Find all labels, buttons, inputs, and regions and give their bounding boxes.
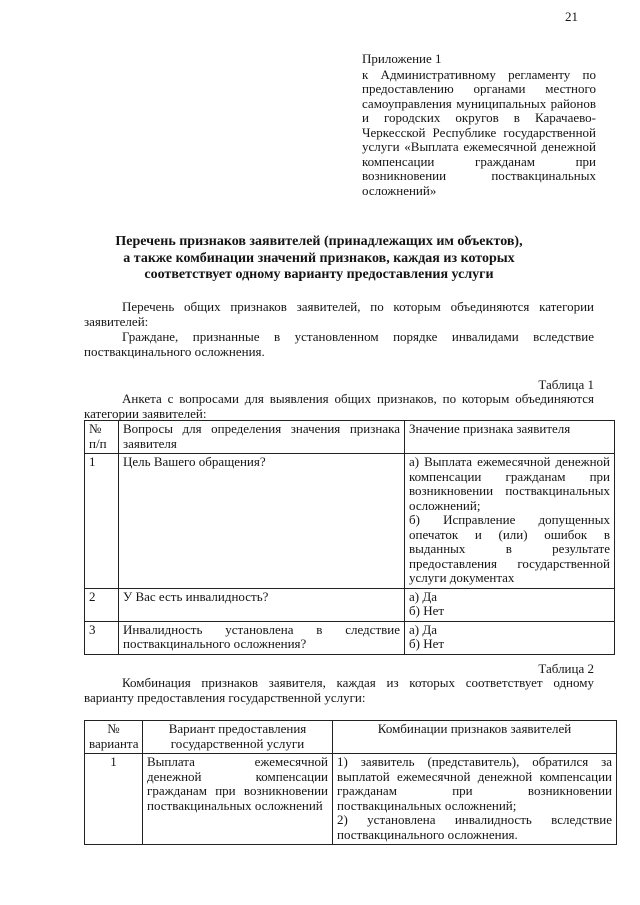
- answer-item: а) Да: [409, 588, 437, 604]
- appendix-title: Приложение 1: [362, 51, 442, 66]
- answer-item: а) Выплата ежемесячной денежной компенсации гражданам при возникновении поствакцинальных осложнений;: [409, 454, 610, 513]
- header-variant: Вариант предоставления государственной услуги: [143, 721, 333, 754]
- row-variant-num: 1: [85, 754, 143, 845]
- table-row: [85, 454, 615, 589]
- heading-line-1: Перечень признаков заявителей (принадлежащих им объектов),: [115, 234, 523, 249]
- table2-intro: Комбинация признаков заявителя, каждая из которых соответствует одному варианту предоставления государственной услуги:: [84, 675, 594, 705]
- intro-paragraph: Перечень общих признаков заявителей, по которым объединяются категории заявителей:: [84, 299, 594, 329]
- answer-item: а) Да: [409, 621, 437, 637]
- table1-caption: Таблица 1: [538, 377, 594, 392]
- row-question: Инвалидность установлена в следствие поствакцинального осложнения?: [119, 621, 405, 654]
- row-num: 1: [85, 454, 119, 589]
- header-value: Значение признака заявителя: [405, 421, 615, 454]
- row-question: У Вас есть инвалидность?: [119, 588, 405, 621]
- row-answers: [405, 588, 615, 621]
- table-header-row: [85, 421, 615, 454]
- row-num: 3: [85, 621, 119, 654]
- table-row: [85, 588, 615, 621]
- table-row: [85, 621, 615, 654]
- combination-item: 2) установлена инвалидность вследствие поствакцинального осложнения.: [337, 812, 612, 842]
- document-heading: [84, 234, 554, 284]
- table-header-row: [85, 721, 617, 754]
- variants-table: [84, 720, 617, 845]
- row-variant: Выплата ежемесячной денежной компенсации гражданам при возникновении поствакцинальных осложнений: [143, 754, 333, 845]
- questionnaire-table: [84, 420, 615, 655]
- category-paragraph: Граждане, признанные в установленном порядке инвалидами вследствие поствакцинального осложнения.: [84, 329, 594, 359]
- heading-line-3: соответствует одному варианту предоставления услуги: [144, 267, 494, 282]
- row-question: Цель Вашего обращения?: [119, 454, 405, 589]
- answer-item: б) Нет: [409, 636, 445, 651]
- heading-line-2: а также комбинации значений признаков, каждая из которых: [123, 250, 515, 266]
- row-combinations: [333, 754, 617, 845]
- page-number: 21: [565, 9, 578, 24]
- table-row: [85, 754, 617, 845]
- appendix-text: к Административному регламенту по предоставлению органами местного самоуправления муниципальных районов и городских округов в Карачаево-Черкесской Республике государственной услуги «Выплата ежемесячной денежной компенсации гражданам при возникновении поствакцинальных осложнений»: [362, 66, 596, 198]
- table1-intro: Анкета с вопросами для выявления общих признаков, по которым объединяются категории заявителей:: [84, 391, 594, 421]
- header-combinations: Комбинации признаков заявителей: [333, 721, 617, 754]
- row-answers: [405, 454, 615, 589]
- table2-caption: Таблица 2: [538, 661, 594, 676]
- answer-item: б) Исправление допущенных опечаток и (или) ошибок в выданных в результате предоставления государственной услуги документах: [409, 512, 610, 585]
- header-variant-num: № варианта: [85, 721, 143, 754]
- appendix-block: [362, 52, 596, 198]
- header-num: № п/п: [85, 421, 119, 454]
- combination-item: 1) заявитель (представитель), обратился за выплатой ежемесячной денежной компенсации гражданам при возникновении поствакцинальных осложнений;: [337, 754, 612, 813]
- answer-item: б) Нет: [409, 603, 445, 618]
- row-answers: [405, 621, 615, 654]
- row-num: 2: [85, 588, 119, 621]
- header-question: Вопросы для определения значения признака заявителя: [119, 421, 405, 454]
